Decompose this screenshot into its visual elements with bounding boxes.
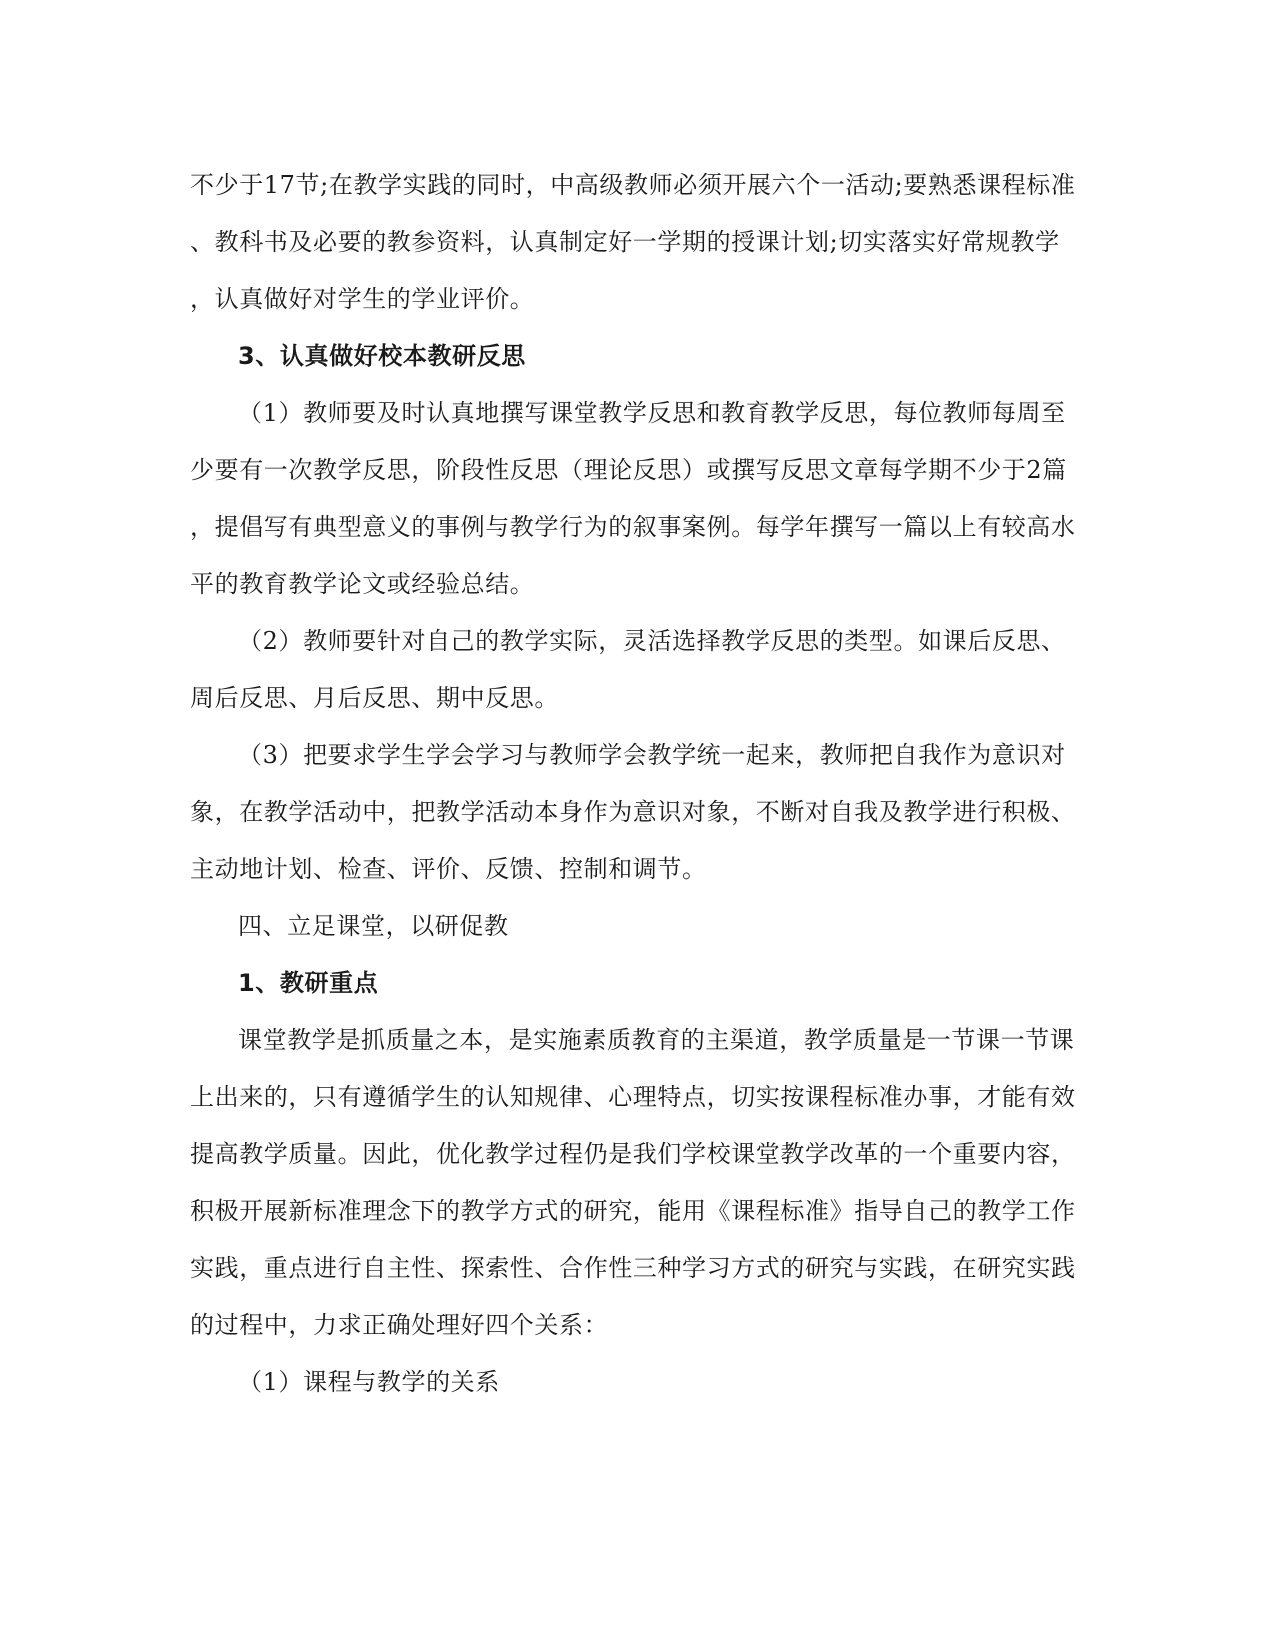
text-line: 课堂教学是抓质量之本，是实施素质教育的主渠道，教学质量是一节课一节课: [238, 1026, 1075, 1054]
text-line: 实践，重点进行自主性、探索性、合作性三种学习方式的研究与实践，在研究实践: [190, 1254, 1076, 1282]
text-line: 主动地计划、检查、评价、反馈、控制和调节。: [190, 855, 707, 883]
text-line: 少要有一次教学反思，阶段性反思（理论反思）或撰写反思文章每学期不少于2篇: [190, 456, 1067, 484]
section-heading: 3、认真做好校本教研反思: [238, 342, 526, 370]
text-line: （1）教师要及时认真地撰写课堂教学反思和教育教学反思，每位教师每周至: [238, 399, 1066, 427]
text-line: 提高教学质量。因此，优化教学过程仍是我们学校课堂教学改革的一个重要内容，: [190, 1140, 1076, 1168]
text-line: （1）课程与教学的关系: [238, 1368, 500, 1396]
text-line: 积极开展新标准理念下的教学方式的研究，能用《课程标准》指导自己的教学工作: [190, 1197, 1076, 1225]
text-line: 平的教育教学论文或经验总结。: [190, 570, 535, 598]
text-line: 周后反思、月后反思、期中反思。: [190, 684, 559, 712]
text-line: 不少于17节;在教学实践的同时，中高级教师必须开展六个一活动;要熟悉课程标准: [190, 171, 1076, 199]
text-line: 、教科书及必要的教参资料，认真制定好一学期的授课计划;切实落实好常规教学: [190, 228, 1060, 256]
text-line: 象，在教学活动中，把教学活动本身作为意识对象，不断对自我及教学进行积极、: [190, 798, 1076, 826]
subsection-heading: 1、教研重点: [238, 969, 379, 997]
text-line: （3）把要求学生学会学习与教师学会教学统一起来，教师把自我作为意识对: [238, 741, 1066, 769]
text-line: ，提倡写有典型意义的事例与教学行为的叙事案例。每学年撰写一篇以上有较高水: [190, 513, 1076, 541]
section-heading: 四、立足课堂，以研促教: [238, 912, 509, 940]
text-line: （2）教师要针对自己的教学实际，灵活选择教学反思的类型。如课后反思、: [238, 627, 1066, 655]
text-line: 上出来的，只有遵循学生的认知规律、心理特点，切实按课程标准办事，才能有效: [190, 1083, 1076, 1111]
text-line: ，认真做好对学生的学业评价。: [190, 285, 535, 313]
text-line: 的过程中，力求正确处理好四个关系：: [190, 1311, 609, 1339]
